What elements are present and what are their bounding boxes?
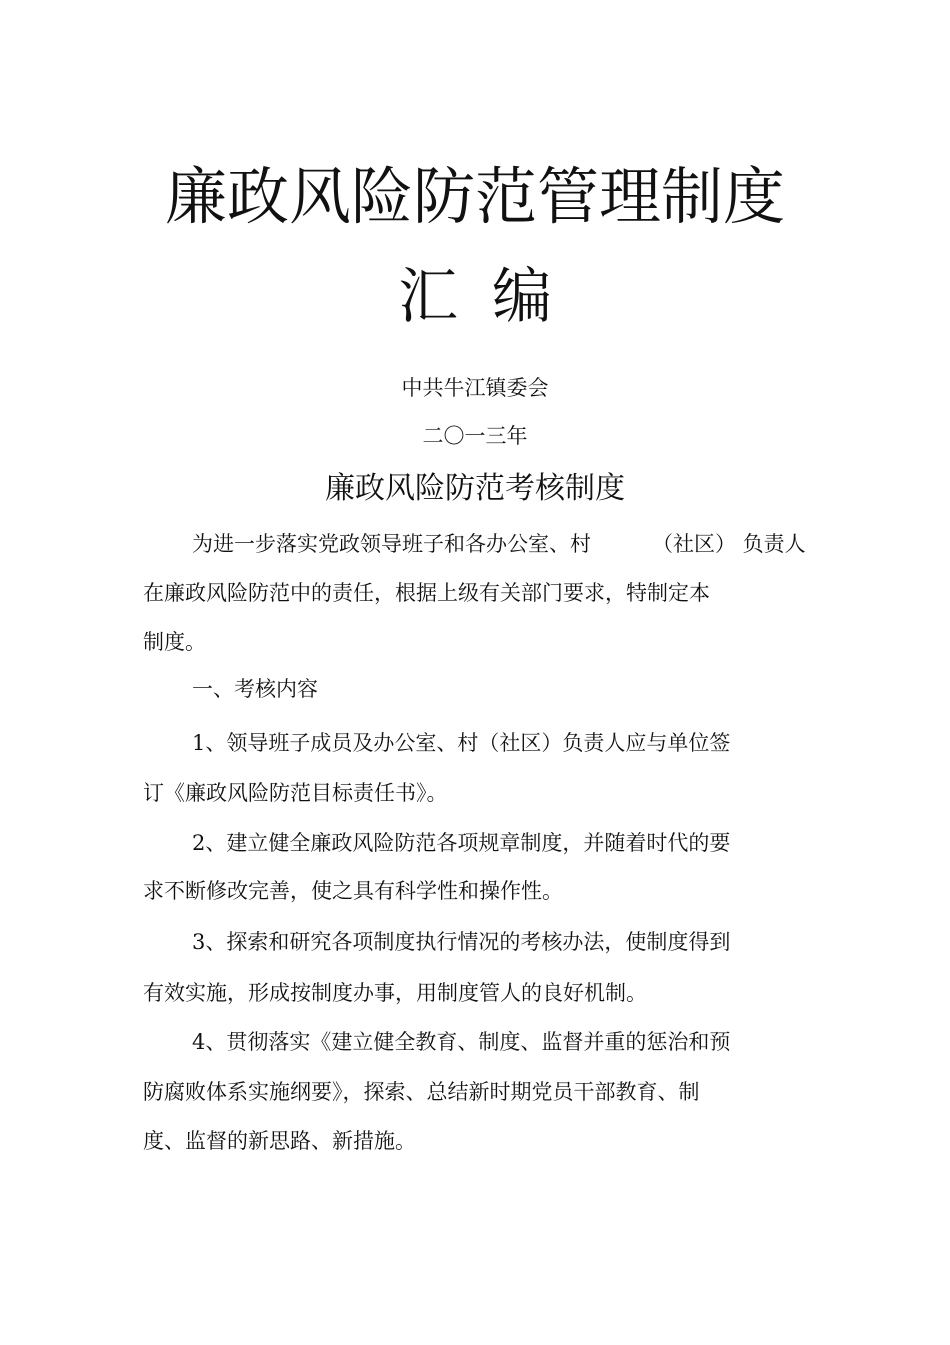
document-title-line-2 bbox=[0, 262, 950, 332]
intro-line-1-part-b: （社区） 负责人 bbox=[652, 532, 806, 556]
intro-line-1 bbox=[192, 532, 806, 556]
item-2-line-2: 求不断修改完善，使之具有科学性和操作性。 bbox=[143, 879, 563, 903]
title-char-hui: 汇 bbox=[398, 262, 458, 332]
intro-line-3: 制度。 bbox=[143, 630, 206, 654]
heading-assessment-content: 一、考核内容 bbox=[192, 677, 318, 701]
section-title: 廉政风险防范考核制度 bbox=[325, 471, 625, 506]
item-1-line-2: 订《廉政风险防范目标责任书》。 bbox=[143, 781, 448, 805]
item-4-line-1: 4、贯彻落实《建立健全教育、制度、监督并重的惩治和预 bbox=[192, 1030, 731, 1054]
intro-line-2: 在廉政风险防范中的责任，根据上级有关部门要求，特制定本 bbox=[143, 581, 710, 605]
title-char-bian: 编 bbox=[492, 262, 552, 332]
document-title-line-1: 廉政风险防范管理制度 bbox=[164, 160, 785, 233]
document-year: 二〇一三年 bbox=[422, 424, 528, 448]
item-1-line-1: 1、领导班子成员及办公室、村（社区）负责人应与单位签 bbox=[192, 731, 731, 755]
item-3-line-1: 3、探索和研究各项制度执行情况的考核办法，使制度得到 bbox=[192, 930, 731, 954]
item-4-line-2: 防腐败体系实施纲要》，探索、总结新时期党员干部教育、制 bbox=[143, 1080, 700, 1104]
organization-name: 中共牛江镇委会 bbox=[401, 376, 549, 400]
item-4-line-3: 度、监督的新思路、新措施。 bbox=[143, 1129, 416, 1153]
item-2-line-1: 2、建立健全廉政风险防范各项规章制度，并随着时代的要 bbox=[192, 831, 731, 855]
intro-line-1-part-a: 为进一步落实党政领导班子和各办公室、村 bbox=[192, 532, 591, 556]
item-3-line-2: 有效实施，形成按制度办事，用制度管人的良好机制。 bbox=[143, 981, 647, 1005]
